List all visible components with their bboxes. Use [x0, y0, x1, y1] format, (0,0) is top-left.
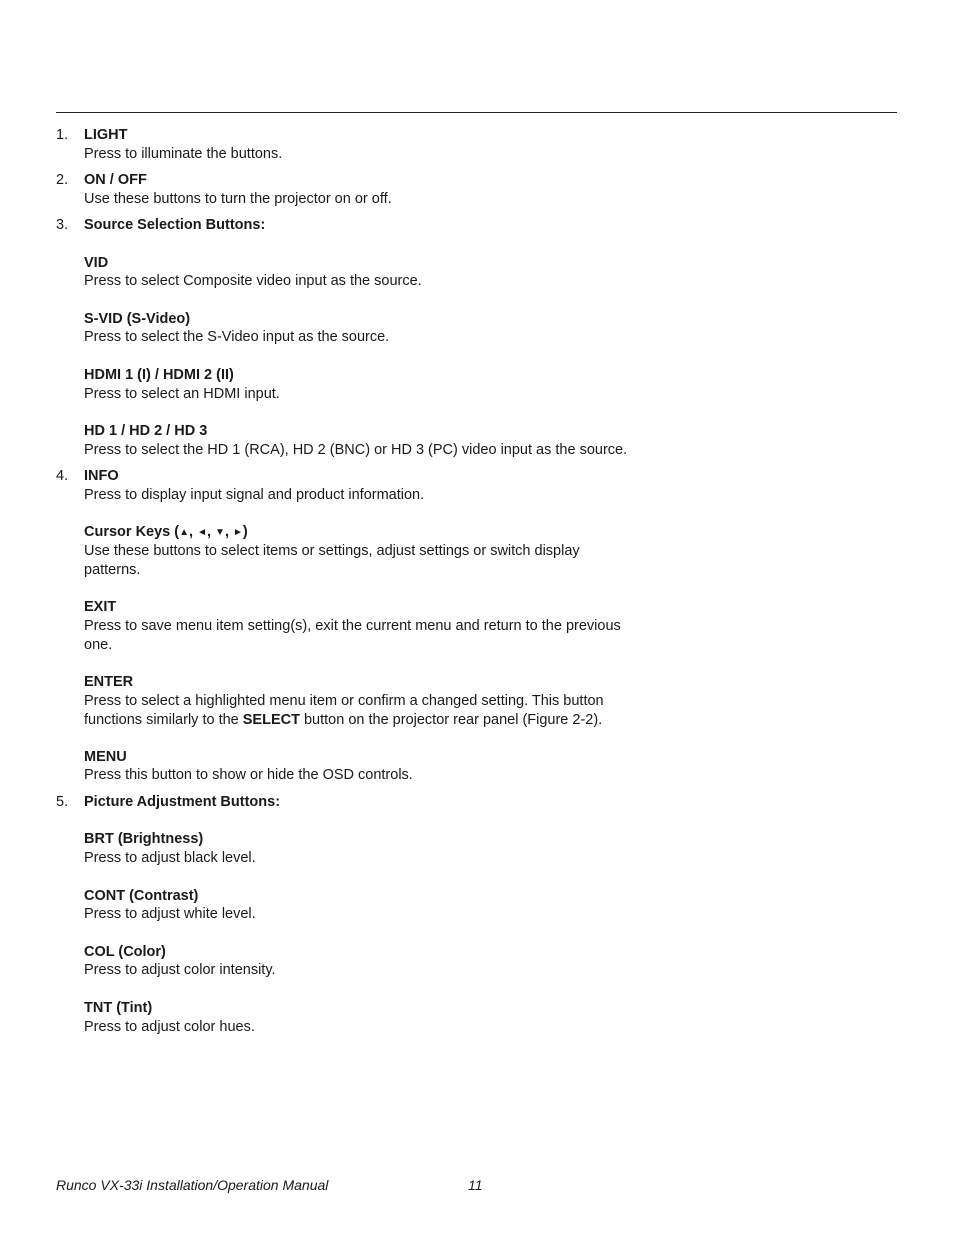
item-desc-info: Press to display input signal and product information.: [84, 487, 425, 503]
subitem-desc-svid: Press to select the S-Video input as the source.: [84, 329, 390, 345]
item-number-2: 2.: [56, 172, 69, 188]
footer-page-number: 11: [468, 1177, 483, 1193]
item-desc-on-off: Use these buttons to turn the projector on or off.: [84, 191, 392, 207]
subitem-title-vid: VID: [84, 255, 109, 271]
subitem-desc-tnt: Press to adjust color hues.: [84, 1019, 255, 1035]
subitem-desc-cont: Press to adjust white level.: [84, 906, 256, 922]
subitem-desc-cursor-keys: Use these buttons to select items or settings, adjust settings or switch display patterns.: [84, 543, 580, 578]
subitem-title-hdmi: HDMI 1 (I) / HDMI 2 (II): [84, 367, 234, 383]
cursor-title-prefix: Cursor Keys (: [84, 524, 180, 540]
subitem-title-cont: CONT (Contrast): [84, 888, 199, 904]
subitem-desc-menu: Press this button to show or hide the OSD controls.: [84, 767, 413, 783]
enter-desc-part2: button on the projector rear panel (Figure 2-2).: [299, 712, 603, 728]
enter-desc-part1: Press to select a highlighted menu item or confirm a changed setting. This button functions similarly to the: [84, 693, 604, 728]
footer-manual-title: Runco VX-33i Installation/Operation Manual: [56, 1177, 329, 1193]
arrow-left-icon: ◄: [197, 527, 207, 538]
item-number-3: 3.: [56, 217, 69, 233]
arrow-down-icon: ▼: [215, 527, 225, 538]
arrow-right-icon: ►: [233, 527, 243, 538]
subitem-title-col: COL (Color): [84, 944, 166, 960]
cursor-sep-1: ,: [189, 524, 198, 540]
header-rule: [56, 112, 897, 113]
subitem-title-svid: S-VID (S-Video): [84, 311, 191, 327]
item-number-5: 5.: [56, 794, 69, 810]
arrow-up-icon: ▲: [179, 527, 189, 538]
item-title-light: LIGHT: [84, 127, 128, 143]
subitem-desc-col: Press to adjust color intensity.: [84, 962, 276, 978]
item-number-1: 1.: [56, 127, 69, 143]
subitem-title-exit: EXIT: [84, 599, 117, 615]
item-title-source-selection: Source Selection Buttons:: [84, 217, 266, 233]
subitem-desc-brt: Press to adjust black level.: [84, 850, 256, 866]
subitem-title-hd: HD 1 / HD 2 / HD 3: [84, 423, 208, 439]
item-title-picture-adjustment: Picture Adjustment Buttons:: [84, 794, 281, 810]
cursor-sep-3: ,: [224, 524, 233, 540]
subitem-desc-hd: Press to select the HD 1 (RCA), HD 2 (BNC) or HD 3 (PC) video input as the source.: [84, 442, 628, 458]
cursor-title-suffix: ): [242, 524, 248, 540]
item-title-info: INFO: [84, 468, 119, 484]
subitem-title-tnt: TNT (Tint): [84, 1000, 153, 1016]
item-number-4: 4.: [56, 468, 69, 484]
subitem-title-cursor-keys: [84, 523, 248, 542]
subitem-desc-enter: [84, 692, 644, 730]
subitem-title-enter: ENTER: [84, 674, 134, 690]
subitem-desc-exit: Press to save menu item setting(s), exit the current menu and return to the previous one.: [84, 618, 621, 653]
cursor-sep-2: ,: [206, 524, 216, 540]
subitem-desc-hdmi: Press to select an HDMI input.: [84, 386, 280, 402]
subitem-title-brt: BRT (Brightness): [84, 831, 204, 847]
subitem-desc-vid: Press to select Composite video input as the source.: [84, 273, 422, 289]
item-title-on-off: ON / OFF: [84, 172, 147, 188]
enter-desc-select: SELECT: [242, 712, 300, 728]
item-desc-light: Press to illuminate the buttons.: [84, 146, 283, 162]
subitem-title-menu: MENU: [84, 749, 127, 765]
